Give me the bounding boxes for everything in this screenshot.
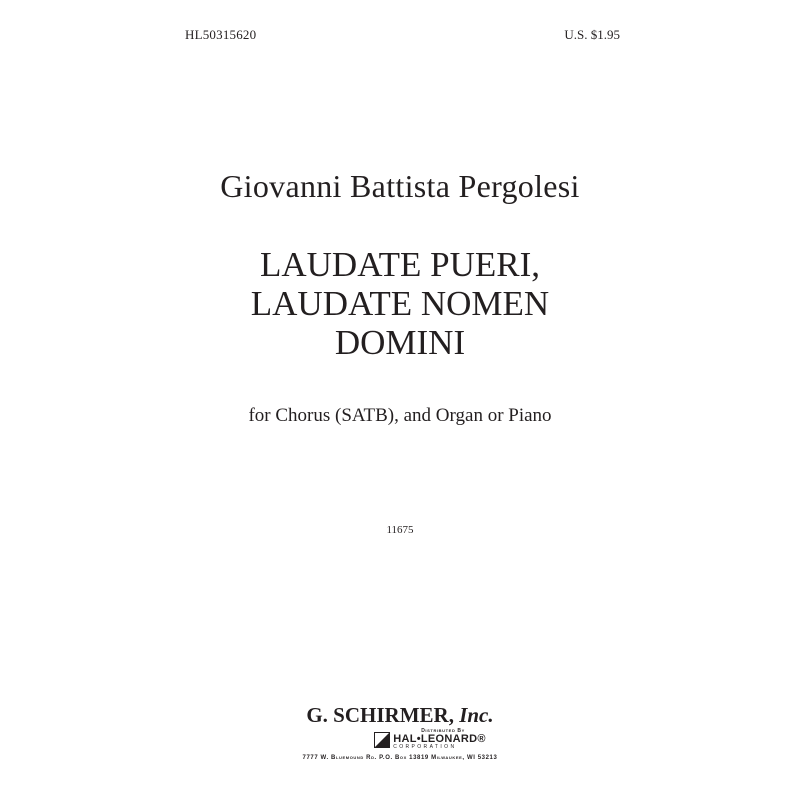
composer-name: Giovanni Battista Pergolesi — [220, 168, 580, 204]
hal-leonard-logo-icon — [374, 732, 390, 748]
publisher-name: G. SCHIRMER, — [306, 703, 454, 727]
scoring-subtitle: for Chorus (SATB), and Organ or Piano — [248, 405, 552, 426]
title-line-1: LAUDATE PUERI, — [260, 245, 540, 284]
distributor-block — [0, 729, 800, 750]
catalog-code: HL50315620 — [185, 27, 257, 42]
work-title — [0, 245, 800, 362]
distributor-corporation: CORPORATION — [393, 744, 457, 750]
title-line-3: DOMINI — [334, 323, 466, 362]
edition-number: 11675 — [386, 524, 414, 536]
distributor-address: 7777 W. Bluemound Rd. P.O. Box 13819 Milwaukee, WI 53213 — [302, 755, 498, 761]
title-line-2: LAUDATE NOMEN — [250, 284, 550, 323]
publisher-suffix: Inc. — [459, 703, 494, 727]
distributed-by-label: Distributed By — [421, 728, 465, 734]
publisher — [0, 703, 800, 728]
distributor-name: HAL•LEONARD® — [393, 733, 486, 745]
price: U.S. $1.95 — [564, 27, 620, 42]
